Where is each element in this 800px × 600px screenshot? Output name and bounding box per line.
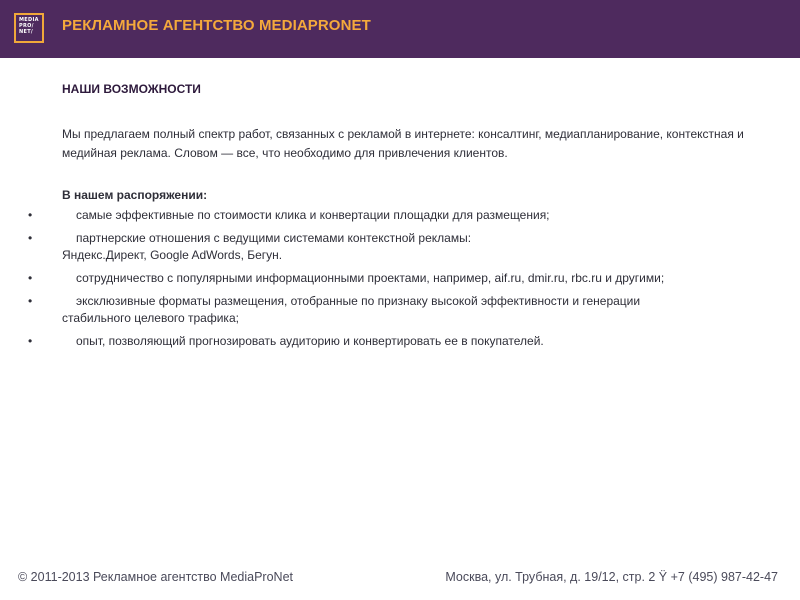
- list-item-text-continued: стабильного целевого трафика;: [62, 311, 239, 325]
- list-item-text: эксклюзивные форматы размещения, отобранные по признаку высокой эффективности и генерации: [76, 294, 641, 308]
- list-item-text-continued: Яндекс.Директ, Google AdWords, Бегун.: [62, 248, 283, 262]
- intro-paragraph: Мы предлагаем полный спектр работ, связанных с рекламой в интернете: консалтинг, медиапланирование, контекстная и медийная реклама. Словом — все, что необходимо для привлечения клиентов.: [62, 127, 744, 160]
- list-item-text: опыт, позволяющий прогнозировать аудиторию и конвертировать ее в покупателей.: [76, 334, 544, 348]
- footer-contacts: Москва, ул. Трубная, д. 19/12, стр. 2 Ÿ +7 (495) 987-42-47: [445, 570, 778, 584]
- subheading: В нашем распоряжении:: [62, 188, 208, 202]
- logo-line: MEDIA: [19, 17, 39, 23]
- capabilities-list: [28, 207, 748, 356]
- section-title: НАШИ ВОЗМОЖНОСТИ: [62, 82, 201, 96]
- footer-copyright: © 2011-2013 Рекламное агентство MediaProNet: [18, 570, 293, 584]
- list-item: [28, 230, 748, 264]
- list-item-text: партнерские отношения с ведущими системами контекстной рекламы:: [76, 231, 472, 245]
- list-item-text: самые эффективные по стоимости клика и конвертации площадки для размещения;: [76, 208, 550, 222]
- bullet-icon: •: [28, 334, 33, 348]
- mediapronet-logo[interactable]: [14, 13, 44, 43]
- header-bar: [0, 0, 800, 58]
- logo-line: PRO/: [19, 23, 34, 29]
- list-item: [28, 333, 748, 350]
- list-item: [28, 207, 748, 224]
- list-item: [28, 293, 748, 327]
- list-item: [28, 270, 748, 287]
- agency-title: РЕКЛАМНОЕ АГЕНТСТВО MEDIAPRONET: [62, 17, 371, 34]
- bullet-icon: •: [28, 231, 33, 245]
- bullet-icon: •: [28, 294, 33, 308]
- list-item-text: сотрудничество с популярными информационными проектами, например, aif.ru, dmir.ru, rbc.ru и другими;: [76, 271, 665, 285]
- bullet-icon: •: [28, 208, 33, 222]
- bullet-icon: •: [28, 271, 33, 285]
- logo-line: NET/: [19, 29, 34, 35]
